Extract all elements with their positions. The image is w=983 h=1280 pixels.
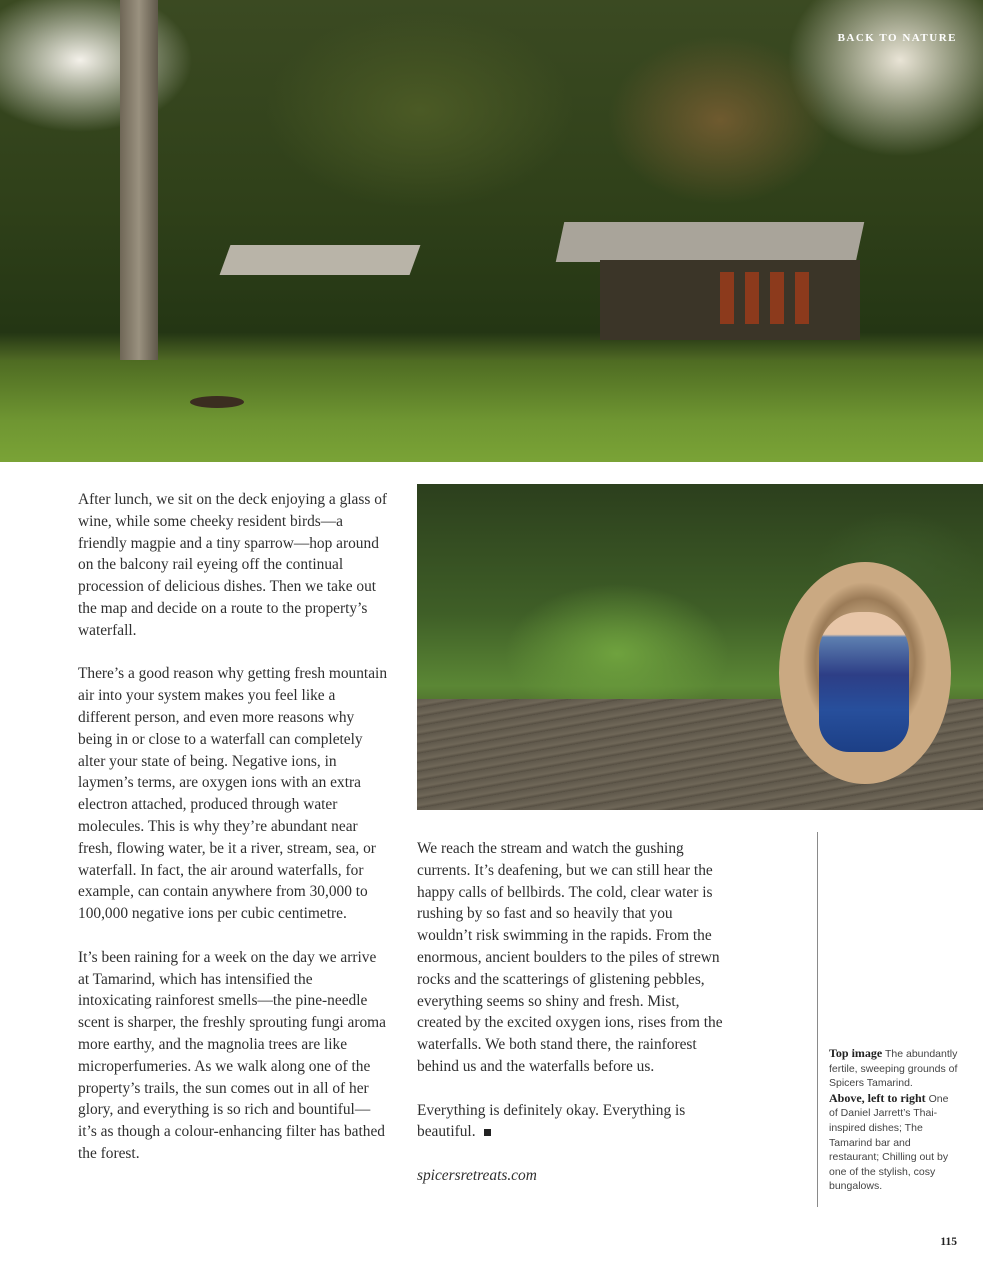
article-column-right xyxy=(417,838,727,1209)
section-label: BACK TO NATURE xyxy=(837,32,957,44)
article-column-left xyxy=(78,489,388,1187)
end-mark-icon xyxy=(484,1129,491,1136)
lodge-window xyxy=(770,272,784,324)
roof-left xyxy=(220,245,421,275)
paragraph: We reach the stream and watch the gushing currents. It’s deafening, but we can still hear the happy calls of bellbirds. The cold, clear water is rushing by so fast and so heavily that you wouldn’t risk swimming in the rapids. From the enormous, ancient boulders to the piles of strewn rocks and the scatterings of glistening pebbles, everything seems so shiny and fresh. Mist, created by the excited oxygen ions, rises from the waterfalls. We both stand there, the rainforest behind us and the waterfalls before us. xyxy=(417,840,723,1075)
website-url[interactable]: spicersretreats.com xyxy=(417,1166,537,1184)
caption-heading: Top image xyxy=(829,1046,883,1060)
paragraph: It’s been raining for a week on the day we arrive at Tamarind, which has intensified the intoxicating rainforest smells—the pine-needle scent is sharper, the freshly sprouting fungi aroma more earthy, and the magnolia trees are like microperfumeries. As we walk along one of the property’s trails, the sun comes out in all of her glory, and everything is so rich and bountiful—it’s as though a colour-enhancing filter has bathed the forest. xyxy=(78,948,386,1162)
tree-trunk xyxy=(120,0,158,420)
fire-pit xyxy=(190,396,244,408)
roof-right xyxy=(556,222,865,262)
photo-caption xyxy=(829,1046,959,1194)
caption-divider xyxy=(817,832,818,1207)
caption-text: The abundantly fertile, sweeping grounds of Spicers Tamarind. xyxy=(829,1048,958,1090)
lodge-window xyxy=(745,272,759,324)
lodge-window xyxy=(795,272,809,324)
paragraph: There’s a good reason why getting fresh mountain air into your system makes you feel like a different person, and even more reasons why being in or close to a waterfall can completely alter your state of being. Negative ions, in laymen’s terms, are oxygen ions with an extra electron attached, produced through water molecules. This is why they’re abundant near fresh, flowing water, be it a river, stream, sea, or waterfall. In fact, the air around waterfalls, for example, can contain anywhere from 30,000 to 100,000 negative ions per cubic centimetre. xyxy=(78,665,388,923)
swing-photo xyxy=(417,484,983,810)
top-photo xyxy=(0,0,983,462)
lodge-window xyxy=(720,272,734,324)
lawn xyxy=(0,360,983,462)
paragraph: After lunch, we sit on the deck enjoying a glass of wine, while some cheeky resident birds—a friendly magpie and a tiny sparrow—hop around on the balcony rail eyeing off the continual procession of delicious dishes. Then we take out the map and decide on a route to the property’s waterfall. xyxy=(78,491,388,639)
woman-in-chair xyxy=(819,612,909,752)
page-number: 115 xyxy=(940,1236,957,1248)
closing-paragraph xyxy=(417,1100,727,1144)
caption-heading: Above, left to right xyxy=(829,1090,926,1105)
caption-text: One of Daniel Jarrett’s Thai-inspired dishes; The Tamarind bar and restaurant; Chilling out by one of the stylish, cosy bungalows. xyxy=(829,1092,949,1193)
closing-text: Everything is definitely okay. Everything is beautiful. xyxy=(417,1101,686,1141)
